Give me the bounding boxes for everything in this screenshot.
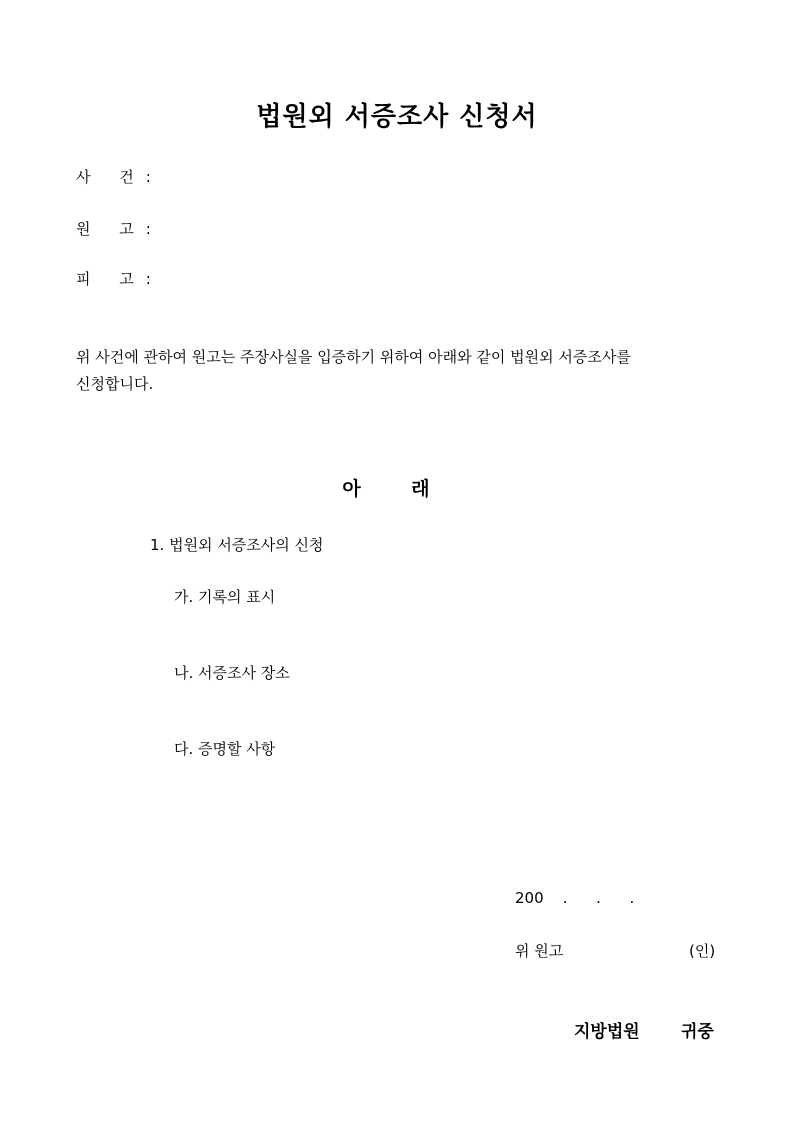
- field-case: [76, 166, 151, 187]
- field-plaintiff-label: 원 고: [76, 220, 146, 238]
- addressee: 귀중: [681, 1022, 714, 1042]
- field-plaintiff: [76, 218, 151, 239]
- sub-item-a: 가. 기록의 표시: [174, 588, 276, 606]
- field-case-label: 사 건: [76, 168, 146, 186]
- seal-mark: (인): [689, 942, 716, 960]
- paragraph-line-2: 신청합니다.: [76, 375, 154, 393]
- field-defendant-colon: :: [145, 270, 151, 288]
- section-heading: 아 래: [342, 478, 452, 500]
- item-1: 1. 법원외 서증조사의 신청: [150, 536, 324, 554]
- date-line: 200 . . .: [515, 889, 635, 907]
- field-case-colon: :: [145, 168, 151, 186]
- plaintiff-line: 위 원고: [515, 942, 564, 960]
- field-defendant-label: 피 고: [76, 270, 146, 288]
- court-name: 지방법원: [574, 1022, 640, 1042]
- paragraph-line-1: 위 사건에 관하여 원고는 주장사실을 입증하기 위하여 아래와 같이 법원외 서증조사를: [76, 348, 631, 366]
- sub-item-c: 다. 증명할 사항: [174, 740, 276, 758]
- sub-item-b: 나. 서증조사 장소: [174, 664, 290, 682]
- field-defendant: [76, 268, 151, 289]
- field-plaintiff-colon: :: [145, 220, 151, 238]
- document-title: 법원외 서증조사 신청서: [256, 102, 538, 132]
